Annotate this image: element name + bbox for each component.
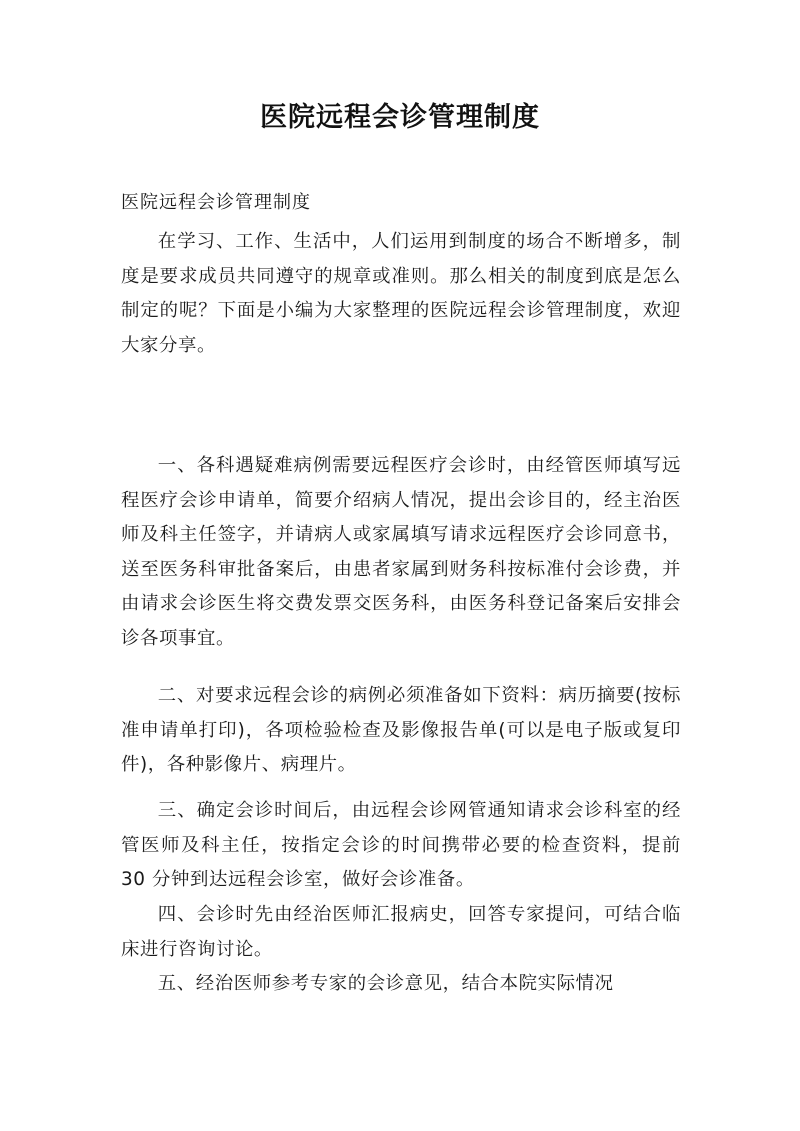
paragraph-2: 二、对要求远程会诊的病例必须准备如下资料：病历摘要(按标准申请单打印)，各项检验检查及影像报告单(可以是电子版或复印件)，各种影像片、病理片。: [121, 685, 681, 775]
paragraph-3: 三、确定会诊时间后，由远程会诊网管通知请求会诊科室的经管医师及科主任，按指定会诊的时间携带必要的检查资料，提前 30 分钟到达远程会诊室，做好会诊准备。: [121, 800, 681, 890]
paragraph-1: 一、各科遇疑难病例需要远程医疗会诊时，由经管医师填写远程医疗会诊申请单，简要介绍病人情况，提出会诊目的，经主治医师及科主任签字，并请病人或家属填写请求远程医疗会诊同意书，送至医务科审批备案后，由患者家属到财务科按标准付会诊费，并由请求会诊医生将交费发票交医务科，由医务科登记备案后安排会诊各项事宜。: [121, 455, 681, 649]
intro-paragraph: 在学习、工作、生活中，人们运用到制度的场合不断增多，制度是要求成员共同遵守的规章或准则。那么相关的制度到底是怎么制定的呢？下面是小编为大家整理的医院远程会诊管理制度，欢迎大家分享。: [121, 231, 681, 356]
document-title: 医院远程会诊管理制度: [260, 102, 540, 133]
document-subtitle: 医院远程会诊管理制度: [121, 192, 311, 213]
paragraph-5: 五、经治医师参考专家的会诊意见，结合本院实际情况: [157, 973, 614, 994]
paragraph-4: 四、会诊时先由经治医师汇报病史，回答专家提问，可结合临床进行咨询讨论。: [121, 904, 681, 960]
